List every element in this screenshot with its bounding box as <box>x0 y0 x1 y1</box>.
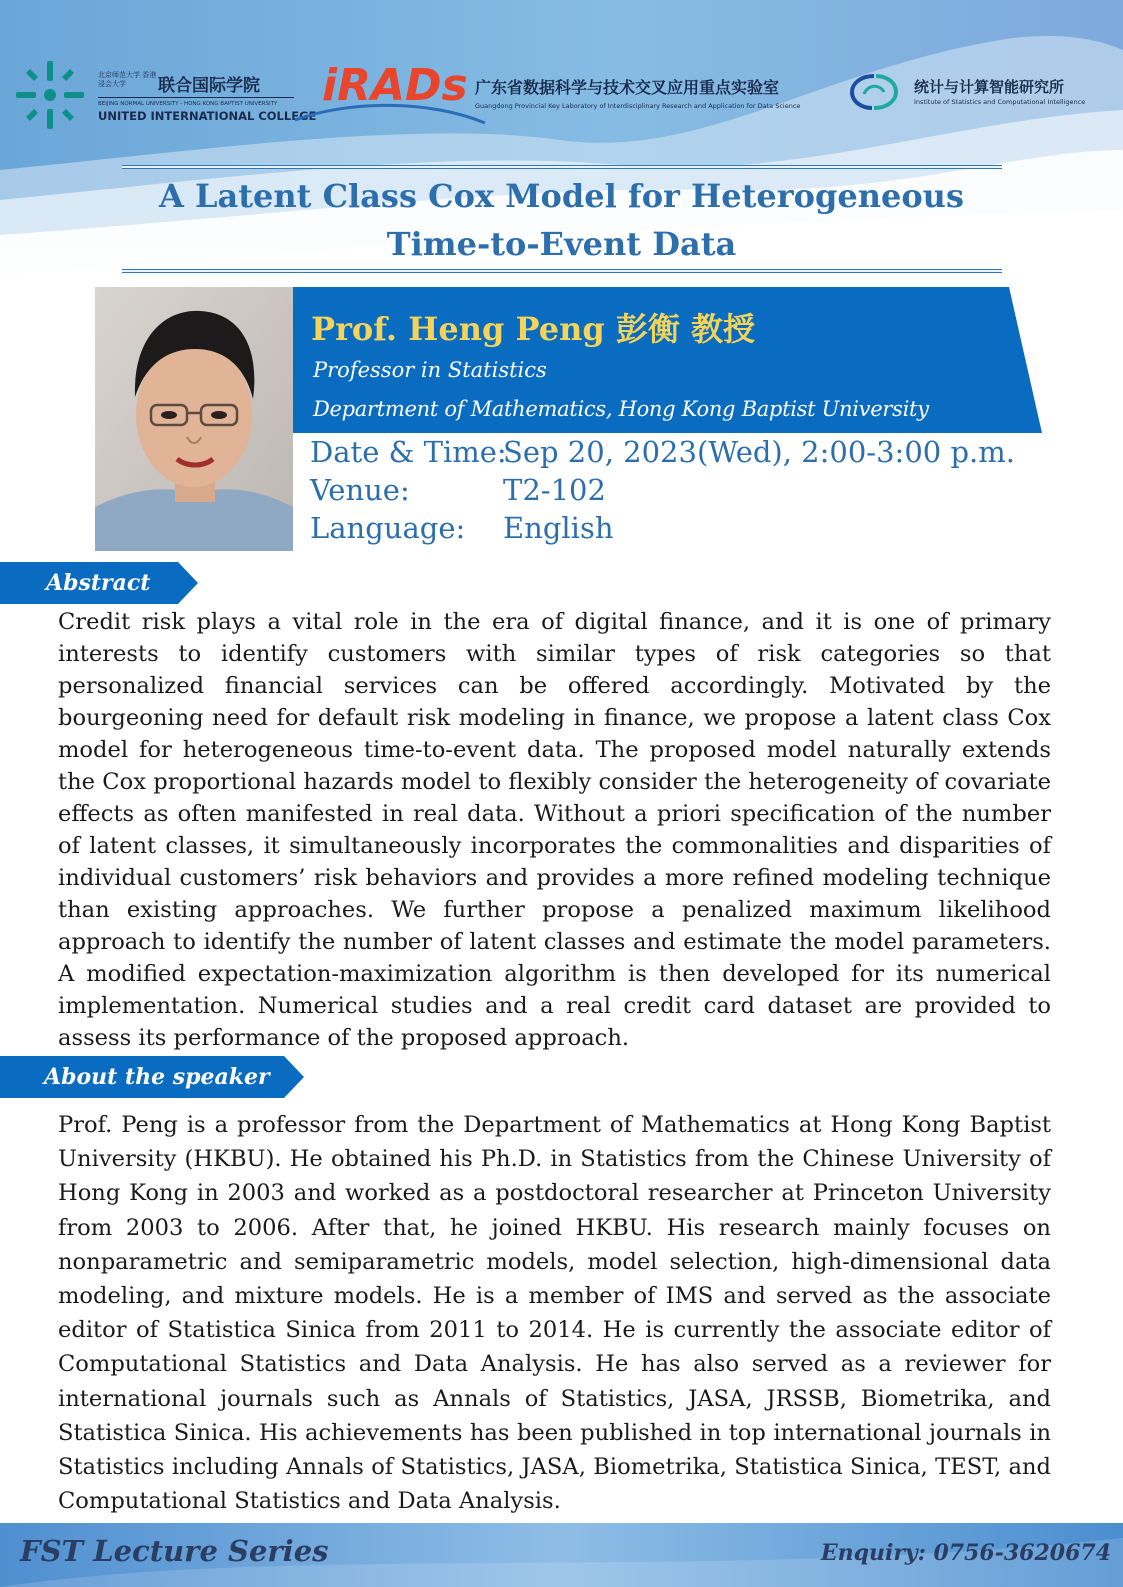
isci-cn-name: 统计与计算智能研究所 <box>914 78 1065 96</box>
lab-cn-name: 广东省数据科学与技术交叉应用重点实验室 <box>475 78 780 97</box>
isci-en-name: Institute of Statistics and Computational Intelligence <box>914 98 1086 106</box>
about-text: Prof. Peng is a professor from the Department of Mathematics at Hong Kong Baptist University (HKBU). He obtained his Ph.D. in Statistics from the Chinese University of Hong Kong in 2003 and worked as a postdoctoral researcher at Princeton University from 2003 to 2006. After that, he joined HKBU. His research mainly focuses on nonparametric and semiparametric models, model selection, high-dimensional data modeling, and mixture models. He is a member of IMS and served as the associate editor of Statistica Sinica from 2011 to 2014. He is currently the associate editor of Computational Statistics and Data Analysis. He has also served as a reviewer for international journals such as Annals of Statistics, JASA, JRSSB, Biometrika, and Statistica Sinica. His achievements has been published in top international journals in Statistics including Annals of Statistics, JASA, Biometrika, Statistica Sinica, TEST, and Computational Statistics and Data Analysis. <box>58 1112 1051 1515</box>
lab-en-name: Guangdong Provincial Key Laboratory of Interdisciplinary Research and Application for Data Science <box>475 102 801 110</box>
abstract-text: Credit risk plays a vital role in the era of digital finance, and it is one of primary interests to identify customers with similar types of risk categories so that personalized financial services can be offered accordingly. Motivated by the bourgeoning need for default risk modeling in finance, we propose a latent class Cox model for heterogeneous time-to-event data. The proposed model naturally extends the Cox proportional hazards model to flexibly consider the heterogeneity of covariate effects as often manifested in real data. Without a priori specification of the number of latent classes, it simultaneously incorporates the commonalities and disparities of individual customers’ risk behaviors and provides a more refined modeling technique than existing approaches. We further propose a penalized maximum likelihood approach to identify the number of latent classes and estimate the model parameters. A modified expectation-maximization algorithm is then developed for its numerical implementation. Numerical studies and a real credit card dataset are provided to assess its performance of the proposed approach. <box>58 609 1051 1051</box>
abstract-heading-tab <box>0 562 200 604</box>
title-line-2: Time-to-Event Data <box>386 225 737 263</box>
title-rule-top <box>122 165 1002 169</box>
uic-divider <box>98 97 294 98</box>
enquiry-phone: Enquiry: 0756-3620674 <box>820 1540 1111 1566</box>
speaker-department: Department of Mathematics, Hong Kong Baptist University <box>313 397 929 421</box>
isci-logo <box>848 70 1118 120</box>
logo-bar <box>0 45 1123 145</box>
irads-wordmark: iRADs <box>322 60 468 111</box>
lecture-title <box>100 172 1023 268</box>
uic-logo <box>10 51 317 131</box>
speaker-name: Prof. Heng Peng 彭衡 教授 <box>311 310 756 348</box>
isci-swirl-icon <box>848 72 900 112</box>
language-label: Language: <box>310 511 466 545</box>
language-value: English <box>503 511 614 545</box>
lecture-series-label: FST Lecture Series <box>20 1534 329 1568</box>
uic-cn-name: 联合国际学院 <box>158 76 260 96</box>
title-rule-bottom <box>122 269 1002 273</box>
abstract-heading: Abstract <box>46 570 151 596</box>
irads-logo <box>290 45 490 130</box>
about-heading-tab <box>0 1056 306 1098</box>
title-line-1: A Latent Class Cox Model for Heterogeneous <box>159 177 964 215</box>
venue-value: T2-102 <box>503 473 606 507</box>
uic-emblem-icon <box>10 55 90 135</box>
uic-en-name: UNITED INTERNATIONAL COLLEGE <box>98 109 317 123</box>
about-heading: About the speaker <box>44 1064 270 1090</box>
uic-en-small: BEIJING NORMAL UNIVERSITY - HONG KONG BAPTIST UNIVERSITY <box>98 101 278 107</box>
speaker-position: Professor in Statistics <box>313 358 547 382</box>
speaker-photo <box>95 287 293 551</box>
date-value: Sep 20, 2023(Wed), 2:00-3:00 p.m. <box>503 435 1015 469</box>
date-label: Date & Time: <box>310 435 507 469</box>
lab-logo <box>475 75 825 115</box>
venue-label: Venue: <box>310 473 410 507</box>
uic-cn-small: 北京师范大学 香港浸会大学 <box>98 71 157 88</box>
